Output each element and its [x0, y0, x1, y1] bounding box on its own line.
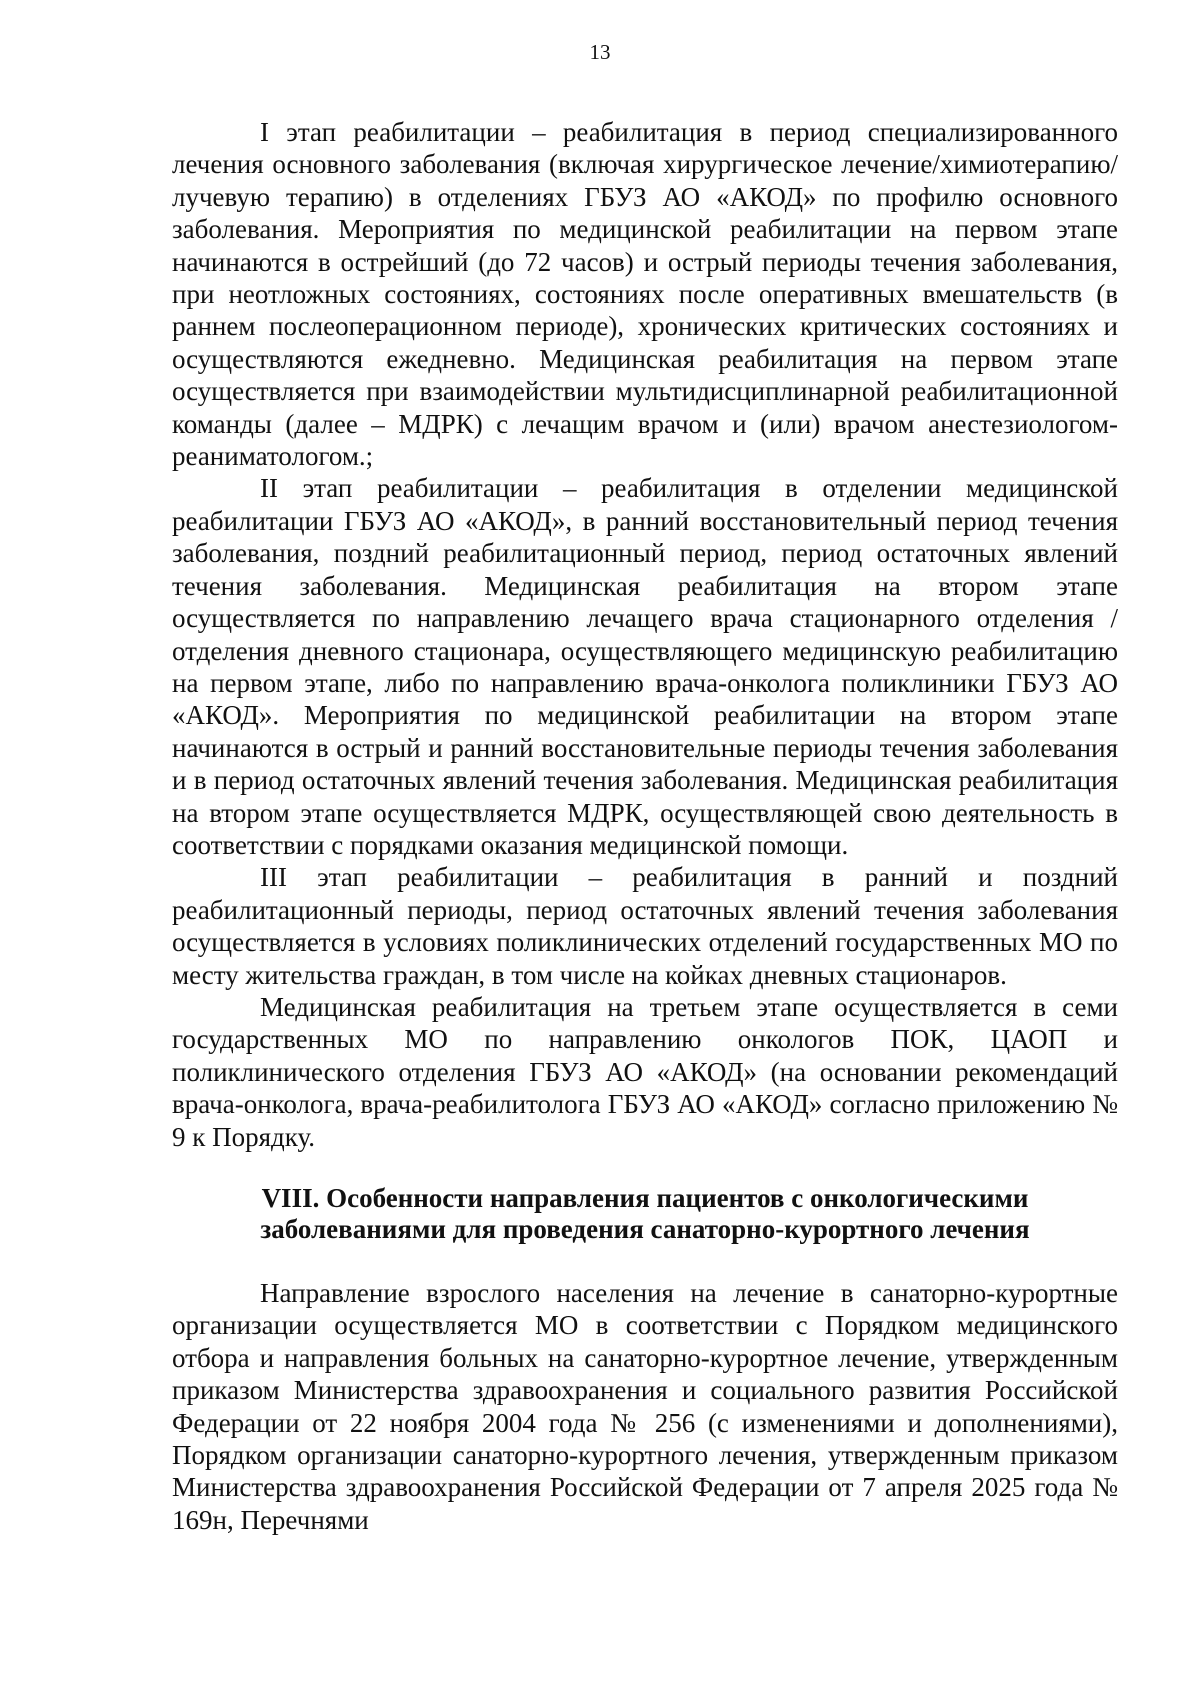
- section-heading: [172, 1183, 1118, 1245]
- section-heading-line-2: заболеваниями для проведения санаторно-курортного лечения: [260, 1214, 1030, 1244]
- paragraph-stage-3: III этап реабилитации – реабилитация в ранний и поздний реабилитационный периоды, период остаточных явлений течения заболевания осуществляется в условиях поликлинических отделений государственных МО по месту жительства граждан, в том числе на койках дневных стационаров.: [172, 862, 1118, 990]
- document-body: [172, 116, 1118, 1536]
- paragraph-sanatorium-referral: Направление взрослого населения на лечение в санаторно-курортные организации осуществляется МО в соответствии с Порядком медицинского отбора и направления больных на санаторно-курортное лечение, утвержденным приказом Министерства здравоохранения и социального развития Российской Федерации от 22 ноября 2004 года № 256 (с изменениями и дополнениями), Порядком организации санаторно-курортного лечения, утвержденным приказом Министерства здравоохранения Российской Федерации от 7 апреля 2025 года № 169н, Перечнями: [172, 1278, 1118, 1535]
- paragraph-stage-3-details: Медицинская реабилитация на третьем этапе осуществляется в семи государственных МО по направлению онкологов ПОК, ЦАОП и поликлинического отделения ГБУЗ АО «АКОД» (на основании рекомендаций врача-онколога, врача-реабилитолога ГБУЗ АО «АКОД» согласно приложению № 9 к Порядку.: [172, 991, 1118, 1152]
- paragraph-stage-1: I этап реабилитации – реабилитация в период специализированного лечения основного заболевания (включая хирургическое лечение/химиотерапию/лучевую терапию) в отделениях ГБУЗ АО «АКОД» по профилю основного заболевания. Мероприятия по медицинской реабилитации на первом этапе начинаются в острейший (до 72 часов) и острый периоды течения заболевания, при неотложных состояниях, состояниях после оперативных вмешательств (в раннем послеоперационном периоде), хронических критических состояниях и осуществляются ежедневно. Медицинская реабилитация на первом этапе осуществляется при взаимодействии мультидисциплинарной реабилитационной команды (далее – МДРК) с лечащим врачом и (или) врачом анестезиологом-реаниматологом.;: [172, 117, 1118, 472]
- paragraph-stage-2: II этап реабилитации – реабилитация в отделении медицинской реабилитации ГБУЗ АО «АКОД», в ранний восстановительный период течения заболевания, поздний реабилитационный период, период остаточных явлений течения заболевания. Медицинская реабилитация на втором этапе осуществляется по направлению лечащего врача стационарного отделения / отделения дневного стационара, осуществляющего медицинскую реабилитацию на первом этапе, либо по направлению врача-онколога поликлиники ГБУЗ АО «АКОД». Мероприятия по медицинской реабилитации на втором этапе начинаются в острый и ранний восстановительные периоды течения заболевания и в период остаточных явлений течения заболевания. Медицинская реабилитация на втором этапе осуществляется МДРК, осуществляющей свою деятельность в соответствии с порядками оказания медицинской помощи.: [172, 473, 1118, 860]
- section-heading-line-1: VIII. Особенности направления пациентов с онкологическими: [261, 1183, 1029, 1213]
- page-number: 13: [589, 40, 611, 64]
